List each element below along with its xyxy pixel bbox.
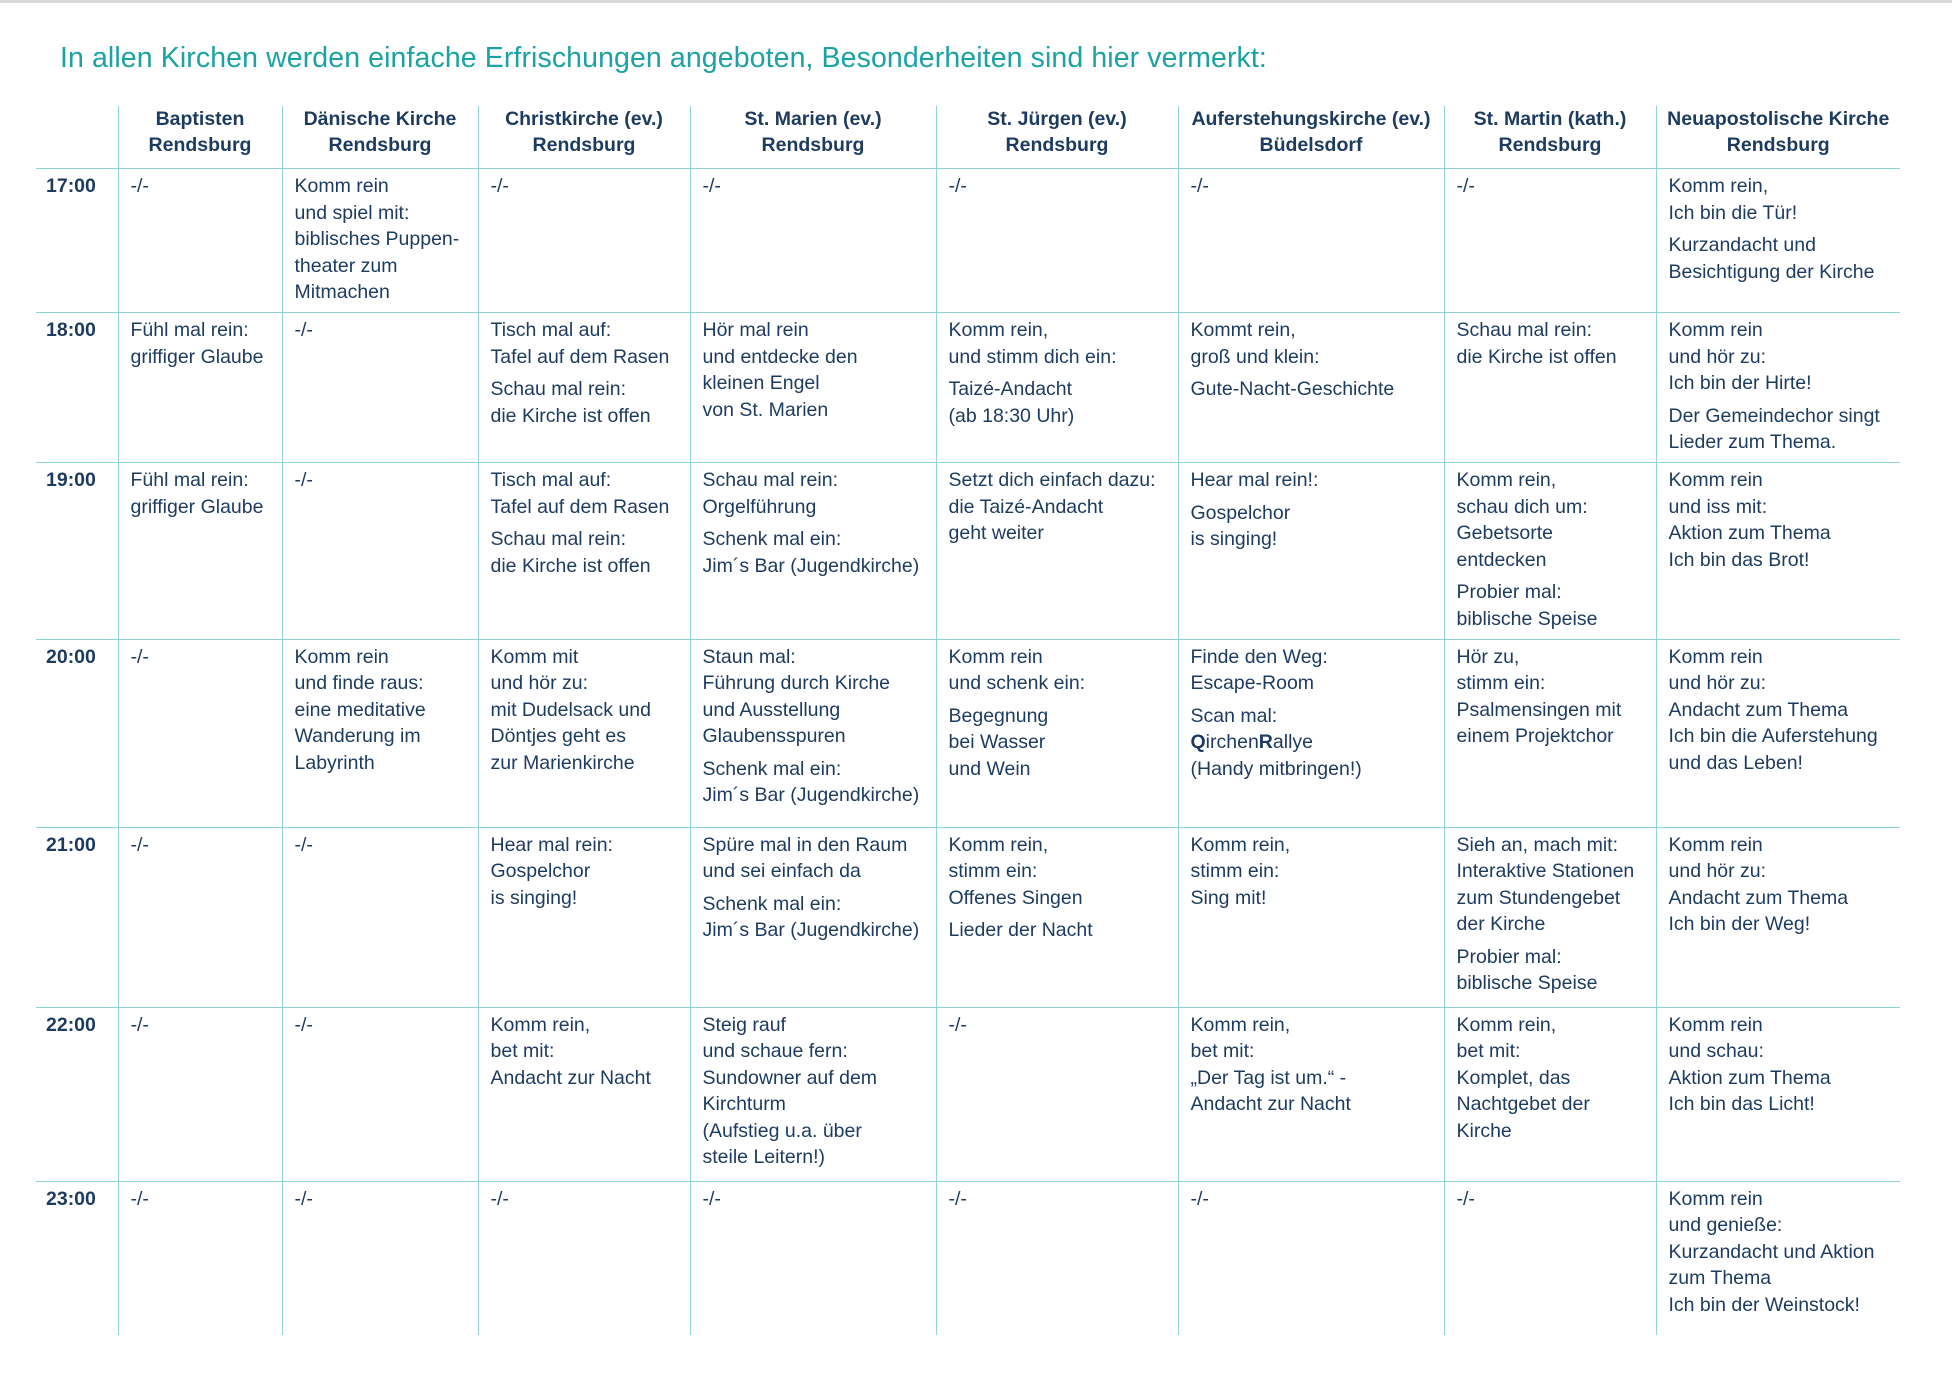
event-text: -/- xyxy=(130,1187,149,1210)
event-text: Komm rein und schenk ein: xyxy=(948,645,1086,695)
program-cell xyxy=(1178,462,1444,639)
event-text: -/- xyxy=(702,175,721,197)
column-header xyxy=(1656,106,1900,169)
program-cell xyxy=(282,827,478,1007)
program-cell xyxy=(282,462,478,639)
program-cell xyxy=(690,462,936,639)
event-text: -/- xyxy=(294,468,313,491)
time-slot-row xyxy=(36,312,1900,462)
program-cell xyxy=(690,827,936,1007)
event-text: Komm rein, bet mit: Andacht zur Nacht xyxy=(490,1013,651,1089)
time-label: 17:00 xyxy=(36,169,118,313)
event-text: Fühl mal rein: griffiger Glaube xyxy=(130,468,264,518)
program-cell xyxy=(282,1007,478,1181)
program-table xyxy=(36,106,1900,1335)
event-text: Scan mal: QirchenRallye (Handy mitbringen!) xyxy=(1190,704,1362,780)
church-name: Christkirche (ev.) xyxy=(505,108,663,130)
event-text: Spüre mal in den Raum und sei einfach da xyxy=(702,833,908,883)
program-cell xyxy=(118,312,282,462)
program-cell xyxy=(1656,312,1900,462)
program-cell xyxy=(936,312,1178,462)
event-text: Schau mal rein: die Kirche ist offen xyxy=(490,528,651,577)
event-text: Schenk mal ein: Jim´s Bar (Jugendkirche) xyxy=(702,892,920,942)
event-text: -/- xyxy=(294,833,313,856)
program-cell xyxy=(118,462,282,639)
program-cell xyxy=(1178,639,1444,827)
program-body xyxy=(36,169,1900,1336)
time-label: 21:00 xyxy=(36,827,118,1007)
program-cell xyxy=(478,1007,690,1181)
program-cell xyxy=(936,827,1178,1007)
church-name: Neuapostolische Kirche xyxy=(1667,108,1890,130)
church-location: Rendsburg xyxy=(328,134,432,156)
church-location: Rendsburg xyxy=(532,134,636,156)
event-text: Komm rein, und stimm dich ein: xyxy=(948,318,1117,368)
program-cell xyxy=(1178,1007,1444,1181)
event-text: Finde den Weg: Escape-Room xyxy=(1190,645,1328,695)
event-text: -/- xyxy=(294,1187,313,1210)
time-slot-row xyxy=(36,827,1900,1007)
event-text: -/- xyxy=(130,645,149,668)
program-cell xyxy=(118,639,282,827)
event-text: Probier mal: biblische Speise xyxy=(1456,945,1598,995)
program-cell xyxy=(936,1007,1178,1181)
event-text: Tisch mal auf: Tafel auf dem Rasen xyxy=(490,318,670,368)
event-text: Probier mal: biblische Speise xyxy=(1456,581,1598,630)
header-row xyxy=(36,106,1900,169)
time-slot-row xyxy=(36,1007,1900,1181)
event-text: -/- xyxy=(130,175,149,197)
event-text: Fühl mal rein: griffiger Glaube xyxy=(130,318,264,368)
event-text: -/- xyxy=(130,1013,149,1036)
time-slot-row xyxy=(36,639,1900,827)
event-text: Staun mal: Führung durch Kirche und Ausstellung Glaubensspuren xyxy=(702,645,891,748)
event-text: -/- xyxy=(702,1187,721,1210)
program-cell xyxy=(1178,312,1444,462)
program-cell xyxy=(1656,827,1900,1007)
event-text: Begegnung bei Wasser und Wein xyxy=(948,704,1049,780)
event-text: Komm rein, stimm ein: Offenes Singen xyxy=(948,833,1083,909)
event-text: -/- xyxy=(294,1013,313,1036)
program-cell xyxy=(478,462,690,639)
program-cell xyxy=(690,1007,936,1181)
time-column-header xyxy=(36,106,118,169)
event-text: Tisch mal auf: Tafel auf dem Rasen xyxy=(490,468,670,518)
program-cell xyxy=(118,169,282,313)
time-slot-row xyxy=(36,462,1900,639)
event-text: Setzt dich einfach dazu: die Taizé-Andacht geht weiter xyxy=(948,468,1156,545)
program-cell xyxy=(690,639,936,827)
church-location: Rendsburg xyxy=(148,134,252,156)
event-text: Komm rein, schau dich um: Gebetsorte entdecken xyxy=(1456,468,1588,571)
event-text: Steig rauf und schaue fern: Sundowner auf dem Kirchturm (Aufstieg u.a. über steile Leitern!) xyxy=(702,1013,878,1169)
church-name: Dänische Kirche xyxy=(303,108,457,130)
event-text: -/- xyxy=(948,1013,967,1036)
church-name: St. Marien (ev.) xyxy=(744,108,882,130)
church-location: Büdelsdorf xyxy=(1259,134,1363,156)
event-text: Komm rein und spiel mit: biblisches Puppen- theater zum Mitmachen xyxy=(294,175,460,304)
event-text: -/- xyxy=(294,318,313,341)
program-cell xyxy=(1444,1007,1656,1181)
event-text: Komm rein und hör zu: Andacht zum Thema Ich bin die Auferstehung und das Leben! xyxy=(1668,645,1878,774)
time-label: 18:00 xyxy=(36,312,118,462)
time-slot-row xyxy=(36,169,1900,313)
column-header xyxy=(1178,106,1444,169)
program-cell xyxy=(936,169,1178,313)
time-slot-row xyxy=(36,1181,1900,1335)
program-cell xyxy=(690,169,936,313)
event-text: Komm mit und hör zu: mit Dudelsack und Döntjes geht es zur Marienkirche xyxy=(490,645,651,774)
event-text: Hear mal rein!: xyxy=(1190,468,1319,491)
program-cell xyxy=(1656,462,1900,639)
event-text: Komm rein, Ich bin die Tür! xyxy=(1668,175,1798,224)
event-text: Kurzandacht und Besichtigung der Kirche xyxy=(1668,234,1875,283)
program-cell xyxy=(1656,169,1900,313)
column-header xyxy=(936,106,1178,169)
program-cell xyxy=(1656,1007,1900,1181)
event-text: -/- xyxy=(948,175,967,197)
event-text: -/- xyxy=(1456,1187,1475,1210)
church-location: Rendsburg xyxy=(1005,134,1109,156)
program-cell xyxy=(282,312,478,462)
event-text: Komm rein, bet mit: „Der Tag ist um.“ - Andacht zur Nacht xyxy=(1190,1013,1351,1116)
program-cell xyxy=(282,169,478,313)
event-text: Taizé-Andacht (ab 18:30 Uhr) xyxy=(948,378,1075,427)
program-cell xyxy=(1656,639,1900,827)
event-text: Komm rein, bet mit: Komplet, das Nachtgebet der Kirche xyxy=(1456,1013,1590,1142)
program-cell xyxy=(118,1181,282,1335)
church-name: Baptisten xyxy=(155,108,245,130)
event-text: -/- xyxy=(490,175,509,197)
program-cell xyxy=(1444,169,1656,313)
church-name: St. Jürgen (ev.) xyxy=(987,108,1127,130)
event-text: Der Gemeindechor singt Lieder zum Thema. xyxy=(1668,404,1880,454)
event-text: Komm rein, stimm ein: Sing mit! xyxy=(1190,833,1291,909)
program-cell xyxy=(1178,169,1444,313)
event-text: -/- xyxy=(1190,1187,1209,1210)
program-cell xyxy=(118,827,282,1007)
program-cell xyxy=(282,639,478,827)
column-header xyxy=(478,106,690,169)
program-cell xyxy=(690,312,936,462)
event-text: Lieder der Nacht xyxy=(948,919,1093,942)
program-cell xyxy=(690,1181,936,1335)
church-location: Rendsburg xyxy=(1726,134,1830,156)
event-text: Schau mal rein: die Kirche ist offen xyxy=(490,378,651,427)
program-cell xyxy=(1444,312,1656,462)
event-text: Hör mal rein und entdecke den kleinen Engel von St. Marien xyxy=(702,318,858,421)
top-rule xyxy=(0,0,1952,3)
time-label: 19:00 xyxy=(36,462,118,639)
event-text: Schenk mal ein: Jim´s Bar (Jugendkirche) xyxy=(702,528,920,577)
program-cell xyxy=(478,312,690,462)
event-text: -/- xyxy=(1456,175,1475,197)
column-header xyxy=(118,106,282,169)
program-cell xyxy=(936,1181,1178,1335)
program-cell xyxy=(282,1181,478,1335)
program-cell xyxy=(1656,1181,1900,1335)
event-text: Schenk mal ein: Jim´s Bar (Jugendkirche) xyxy=(702,757,920,807)
program-cell xyxy=(478,1181,690,1335)
event-text: Komm rein und finde raus: eine meditative Wanderung im Labyrinth xyxy=(294,645,426,774)
event-text: Sieh an, mach mit: Interaktive Stationen zum Stundengebet der Kirche xyxy=(1456,833,1635,936)
event-text: Hear mal rein: Gospelchor is singing! xyxy=(490,833,613,909)
church-name: Auferstehungskirche (ev.) xyxy=(1191,108,1431,130)
program-cell xyxy=(1178,1181,1444,1335)
event-text: Komm rein und schau: Aktion zum Thema Ich bin das Licht! xyxy=(1668,1013,1831,1116)
program-cell xyxy=(1444,639,1656,827)
event-text: Komm rein und genieße: Kurzandacht und Aktion zum Thema Ich bin der Weinstock! xyxy=(1668,1187,1875,1316)
time-label: 22:00 xyxy=(36,1007,118,1181)
program-cell xyxy=(118,1007,282,1181)
event-text: Komm rein und iss mit: Aktion zum Thema Ich bin das Brot! xyxy=(1668,468,1831,571)
program-cell xyxy=(1178,827,1444,1007)
event-text: Komm rein und hör zu: Ich bin der Hirte! xyxy=(1668,318,1812,395)
time-label: 20:00 xyxy=(36,639,118,827)
column-header xyxy=(1444,106,1656,169)
program-cell xyxy=(1444,1181,1656,1335)
event-text: Gute-Nacht-Geschichte xyxy=(1190,378,1395,401)
event-text: -/- xyxy=(490,1187,509,1210)
program-cell xyxy=(1444,462,1656,639)
event-text: Hör zu, stimm ein: Psalmensingen mit einem Projektchor xyxy=(1456,645,1622,748)
column-header xyxy=(690,106,936,169)
event-text: -/- xyxy=(130,833,149,856)
event-text: Schau mal rein: die Kirche ist offen xyxy=(1456,318,1617,368)
column-header xyxy=(282,106,478,169)
event-text: Kommt rein, groß und klein: xyxy=(1190,318,1320,368)
church-location: Rendsburg xyxy=(1498,134,1602,156)
page-heading: In allen Kirchen werden einfache Erfrischungen angeboten, Besonderheiten sind hier vermerkt: xyxy=(60,42,1267,74)
church-location: Rendsburg xyxy=(761,134,865,156)
program-cell xyxy=(936,462,1178,639)
program-cell xyxy=(936,639,1178,827)
event-text: Gospelchor is singing! xyxy=(1190,501,1291,551)
church-name: St. Martin (kath.) xyxy=(1473,108,1627,130)
event-text: Komm rein und hör zu: Andacht zum Thema Ich bin der Weg! xyxy=(1668,833,1849,936)
time-label: 23:00 xyxy=(46,1187,96,1210)
program-cell xyxy=(478,827,690,1007)
program-cell xyxy=(1444,827,1656,1007)
program-cell xyxy=(478,639,690,827)
event-text: -/- xyxy=(1190,175,1209,197)
program-cell xyxy=(478,169,690,313)
event-text: -/- xyxy=(948,1187,967,1210)
event-text: Schau mal rein: Orgelführung xyxy=(702,468,838,518)
